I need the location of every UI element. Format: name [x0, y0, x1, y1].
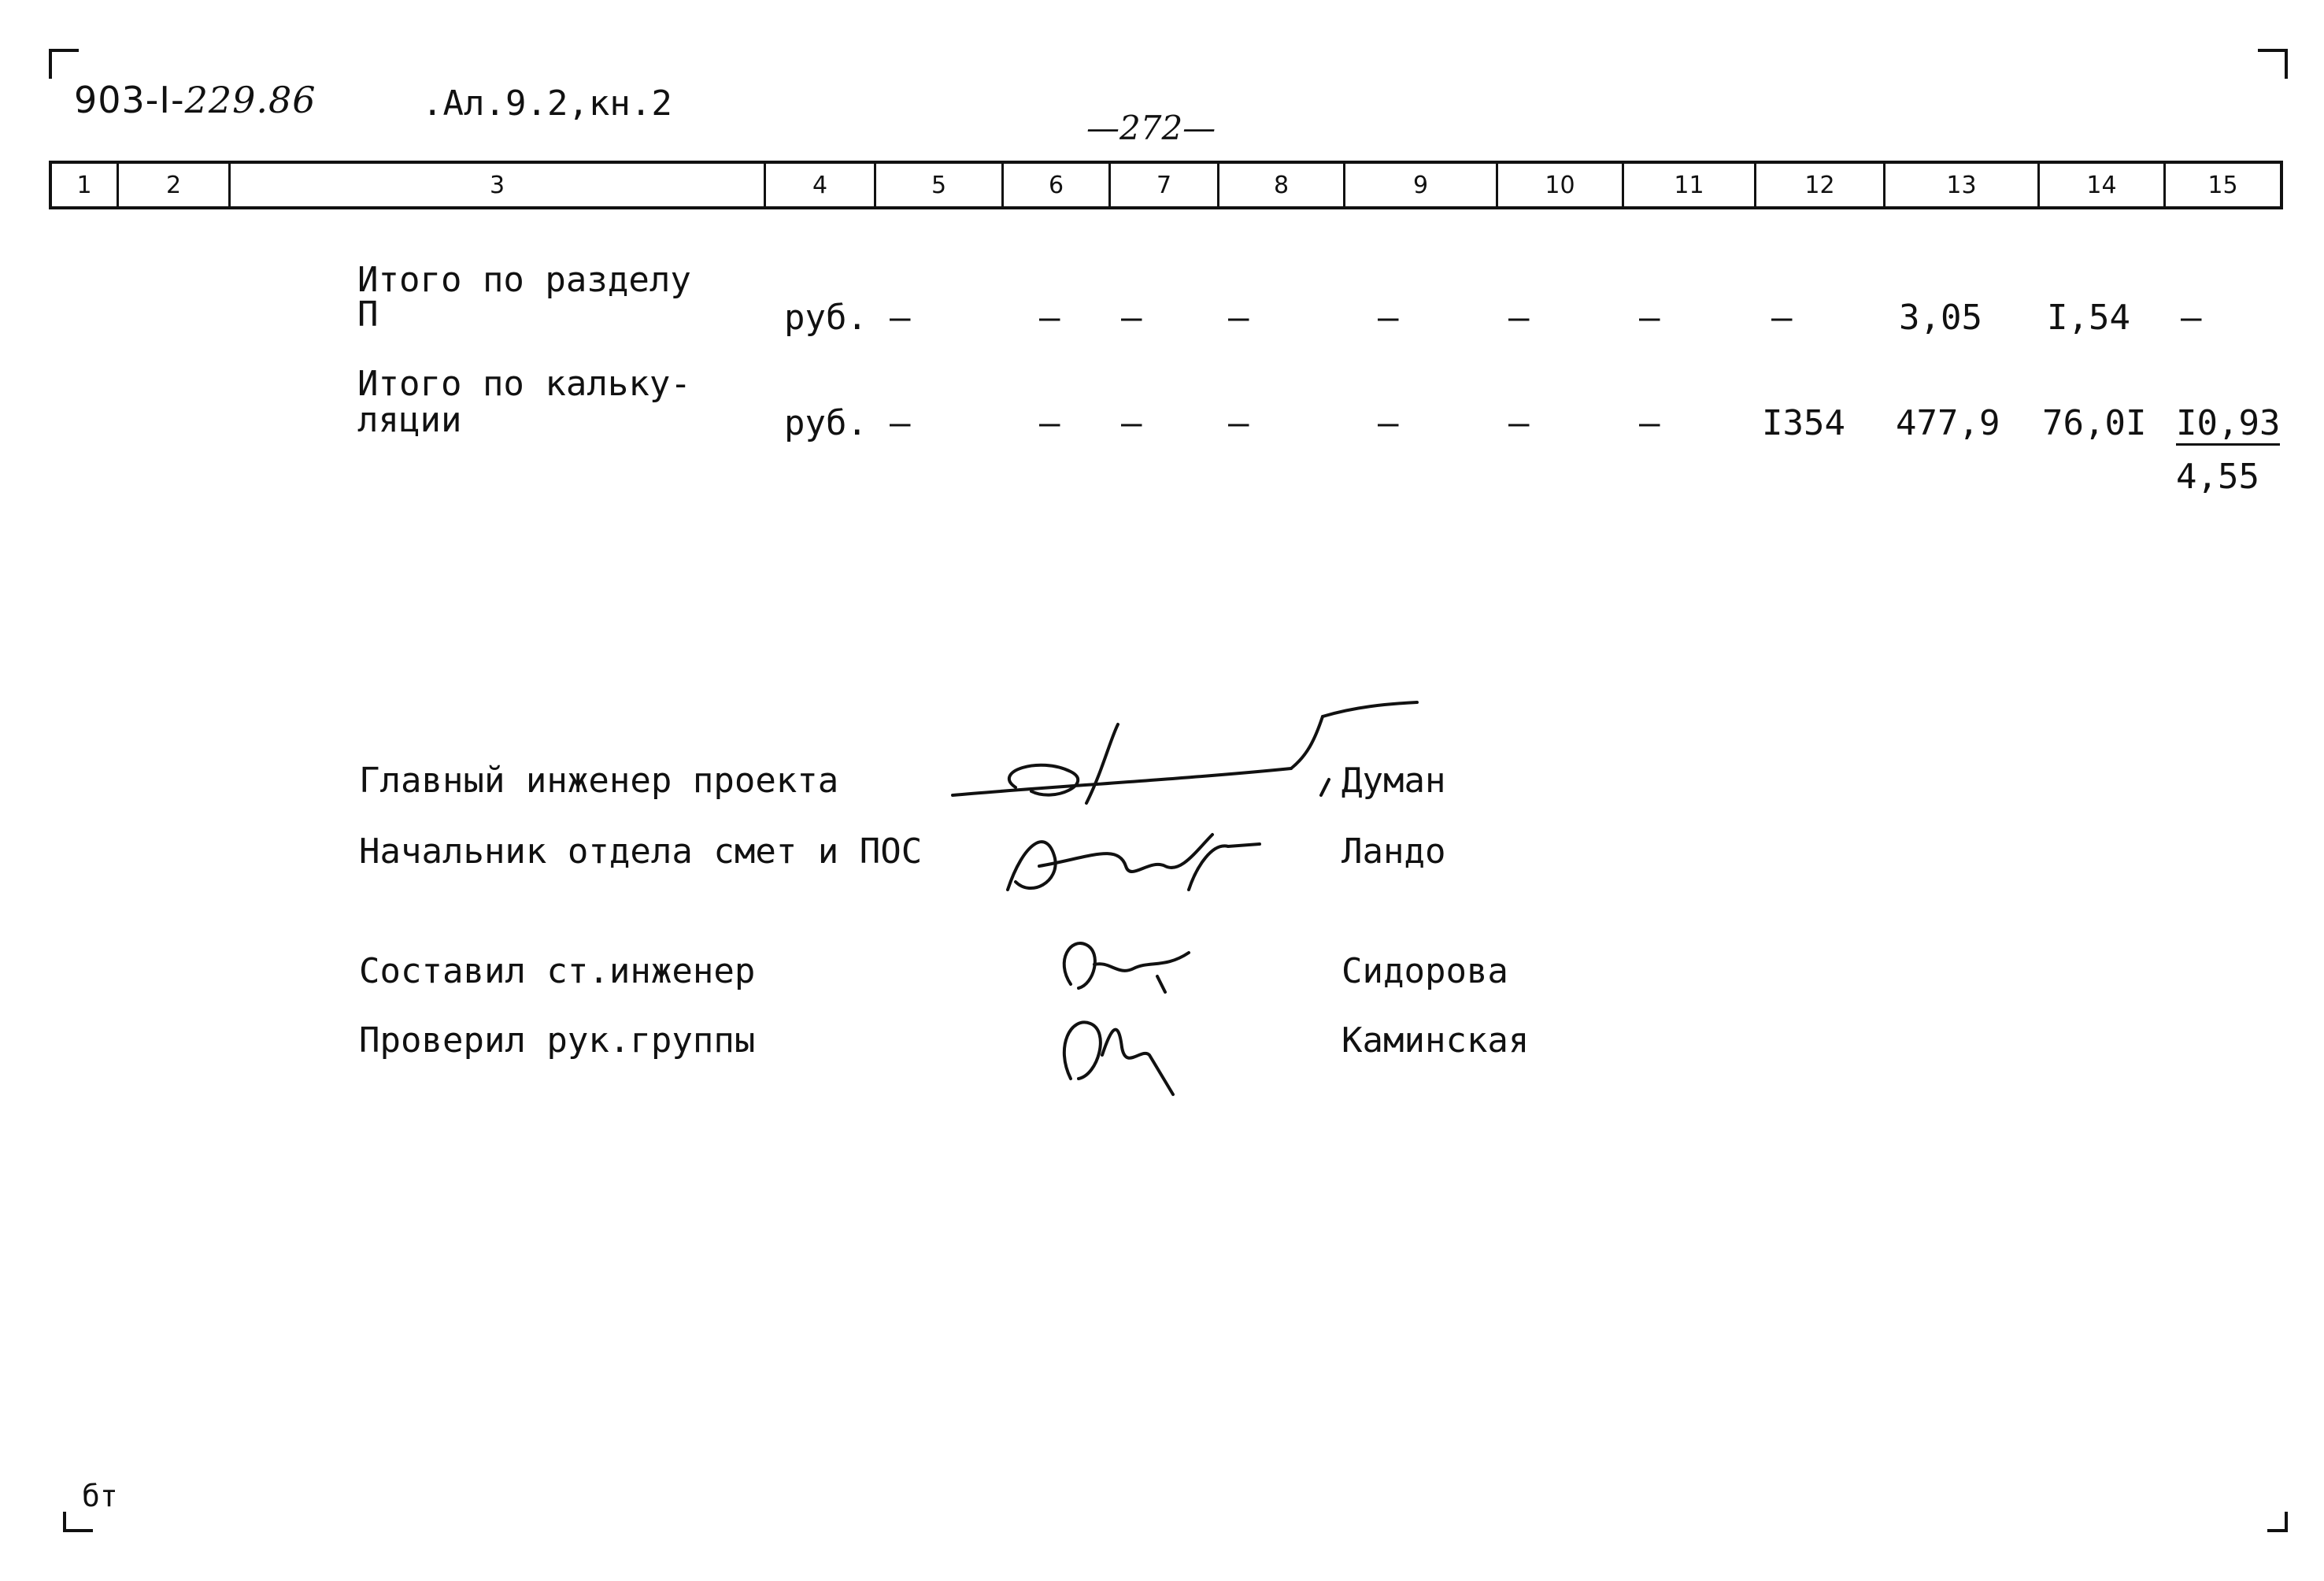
column-header: 11 — [1622, 164, 1754, 206]
handwritten-signature-group-head — [1047, 1000, 1205, 1102]
table-cell-c7: – — [1121, 298, 1142, 338]
signature-role: Проверил рук.группы — [359, 1020, 756, 1061]
table-cell-c15: – — [2181, 298, 2202, 338]
table-cell-c13: 477,9 — [1896, 403, 2000, 443]
table-cell-c8: – — [1228, 403, 1249, 443]
row-label-calculation-total-line2: ляции — [357, 400, 462, 440]
column-header: 5 — [874, 164, 1001, 206]
document-code — [74, 79, 316, 121]
column-header: 6 — [1001, 164, 1108, 206]
table-cell-c9: – — [1378, 298, 1399, 338]
column-header: 4 — [764, 164, 874, 206]
table-cell-c11: – — [1639, 403, 1660, 443]
document-code-printed: 903-I- — [74, 79, 185, 121]
column-header: 7 — [1108, 164, 1217, 206]
signature-role: Начальник отдела смет и ПОС — [359, 831, 923, 872]
column-header: 1 — [76, 171, 92, 199]
column-header: 9 — [1343, 164, 1496, 206]
column-header-strip — [49, 161, 2283, 209]
column-header: 2 — [117, 164, 228, 206]
table-cell-c14: 76,0I — [2042, 403, 2147, 443]
table-cell-c14: I,54 — [2047, 298, 2130, 338]
corner-mark-bottom-left — [63, 1512, 93, 1532]
column-header: 15 — [2163, 164, 2280, 206]
table-cell-c15-below: 4,55 — [2176, 457, 2259, 497]
sheet-mark: бт — [82, 1479, 118, 1513]
corner-mark-top-left — [49, 49, 79, 79]
document-code-handwritten: 229.86 — [184, 79, 316, 121]
column-header: 14 — [2037, 164, 2163, 206]
row-label-section-total-line2: П — [357, 294, 379, 335]
table-cell-c10: – — [1508, 298, 1530, 338]
row-label-section-total: Итого по разделу — [357, 260, 691, 300]
handwritten-signature-department-head — [992, 811, 1275, 905]
row-unit: руб. — [784, 403, 868, 443]
table-cell-c6: – — [1039, 403, 1060, 443]
column-header: 10 — [1496, 164, 1622, 206]
table-cell-c11: – — [1639, 298, 1660, 338]
table-cell-c12: – — [1771, 298, 1793, 338]
signature-name: Думан — [1341, 761, 1446, 801]
signature-name: Сидорова — [1341, 951, 1508, 991]
corner-mark-top-right — [2258, 49, 2288, 79]
signature-name: Ландо — [1341, 831, 1446, 872]
column-header: 8 — [1217, 164, 1343, 206]
table-cell-c10: – — [1508, 403, 1530, 443]
table-cell-c9: – — [1378, 403, 1399, 443]
table-cell-c5: – — [890, 298, 911, 338]
page-number: —272— — [1086, 109, 1216, 147]
handwritten-signature-chief-engineer — [945, 693, 1433, 819]
column-header: 13 — [1883, 164, 2037, 206]
table-cell-c13: 3,05 — [1899, 298, 1982, 338]
table-cell-c8: – — [1228, 298, 1249, 338]
handwritten-signature-compiler — [1047, 929, 1220, 1000]
signature-role: Главный инженер проекта — [359, 761, 839, 801]
column-header: 12 — [1754, 164, 1883, 206]
signature-role: Составил ст.инженер — [359, 951, 756, 991]
table-cell-c5: – — [890, 403, 911, 443]
table-cell-c7: – — [1121, 403, 1142, 443]
row-label-calculation-total: Итого по кальку- — [357, 364, 691, 404]
column-header: 3 — [228, 164, 764, 206]
table-cell-c15: I0,93 — [2176, 403, 2280, 446]
signature-name: Каминская — [1341, 1020, 1530, 1061]
table-cell-c12: I354 — [1762, 403, 1845, 443]
corner-mark-bottom-right — [2267, 1512, 2288, 1532]
album-reference: .Ал.9.2,кн.2 — [422, 83, 672, 124]
row-unit: руб. — [784, 298, 868, 338]
table-cell-c6: – — [1039, 298, 1060, 338]
